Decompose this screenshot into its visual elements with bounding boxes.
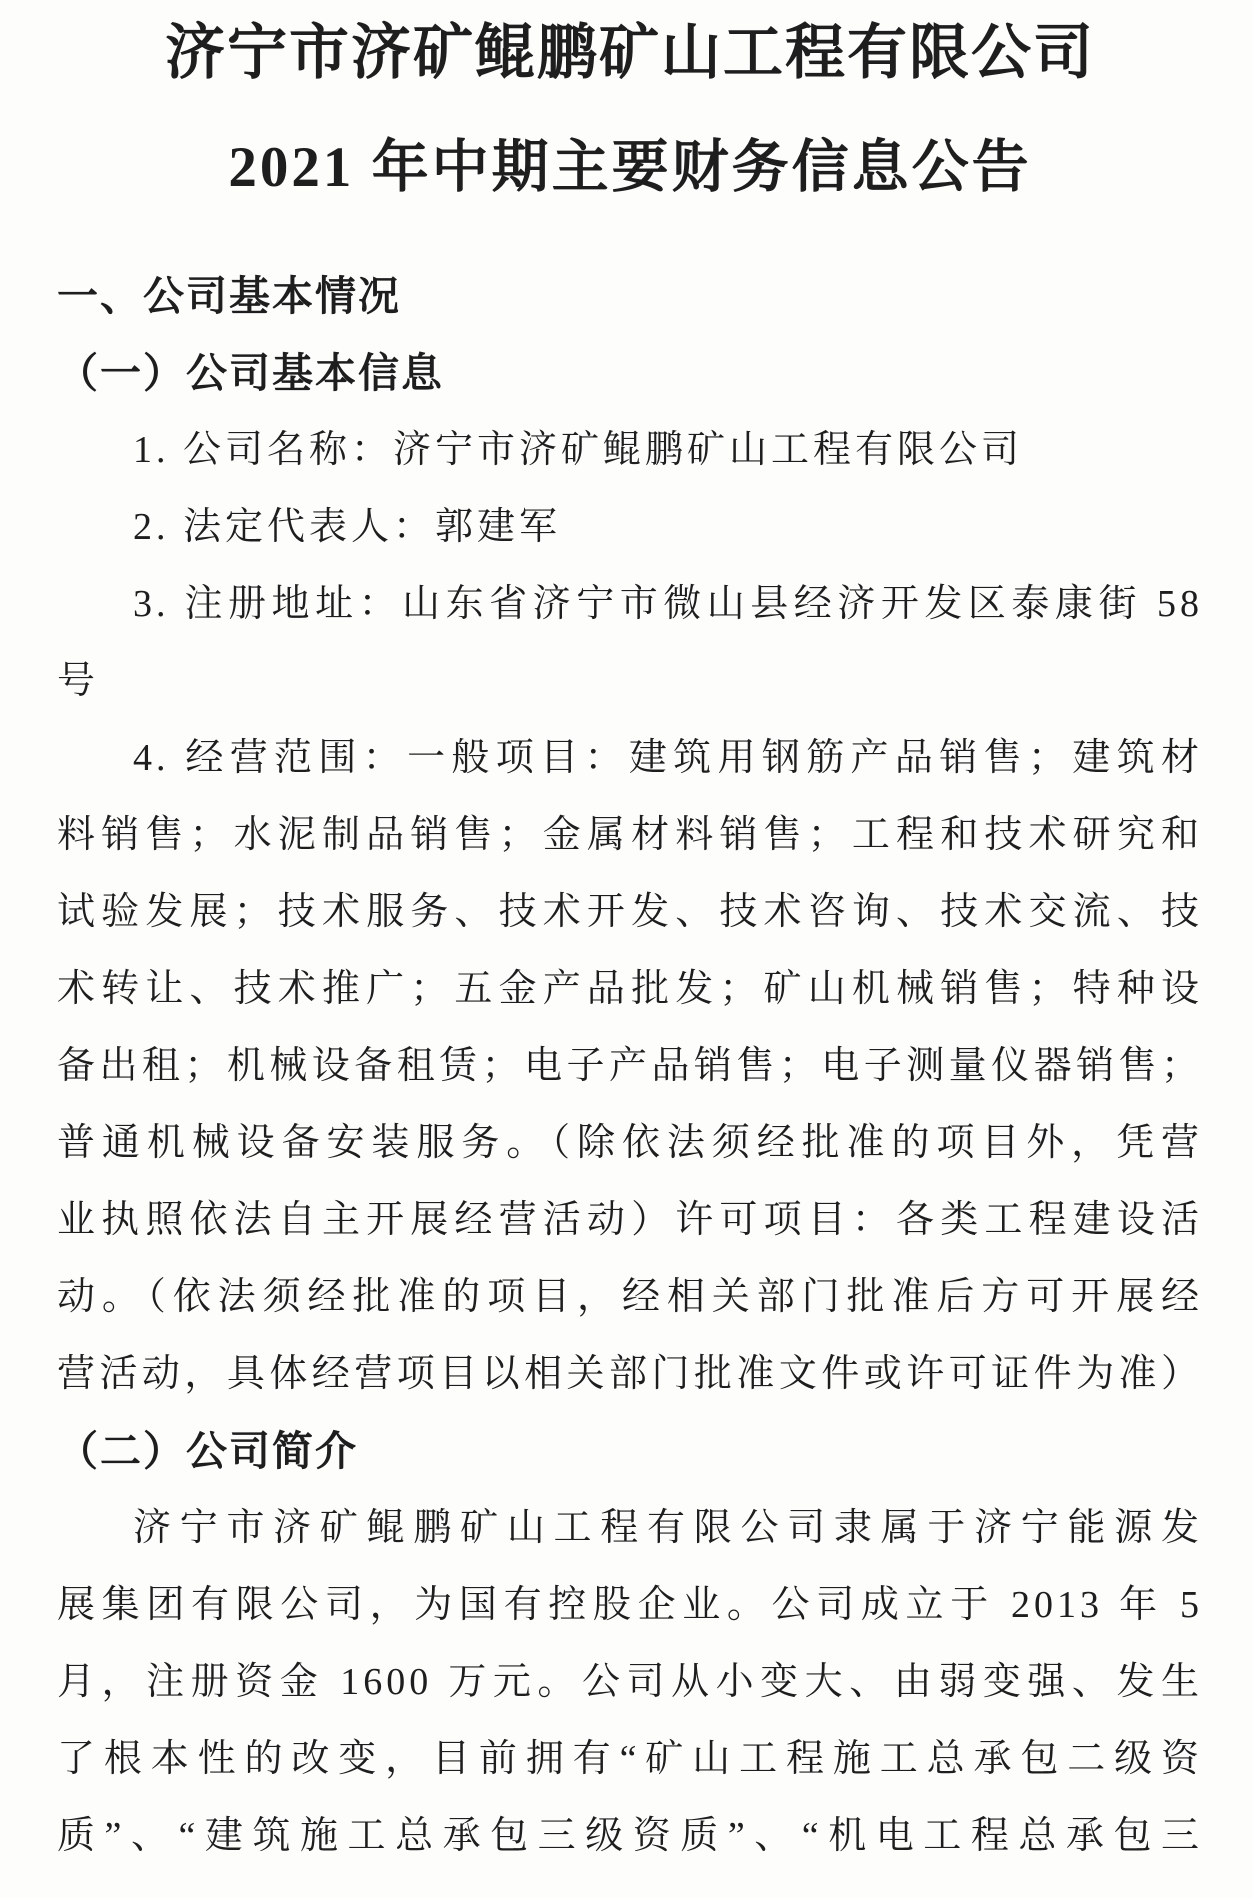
body-text-line: 展集团有限公司，为国有控股企业。公司成立于 2013 年 5 <box>57 1584 1203 1626</box>
body-text-line: 术转让、技术推广；五金产品批发；矿山机械销售；特种设 <box>57 968 1203 1010</box>
body-text-line: 2. 法定代表人：郭建军 <box>133 506 562 548</box>
body-text-line: 济宁市济矿鲲鹏矿山工程有限公司隶属于济宁能源发 <box>133 1507 1203 1549</box>
section-heading: （二）公司简介 <box>57 1428 358 1474</box>
document-subtitle: 2021 年中期主要财务信息公告 <box>228 136 1032 199</box>
body-text-line: 备出租；机械设备租赁；电子产品销售；电子测量仪器销售； <box>57 1045 1203 1087</box>
body-text-line: 4. 经营范围：一般项目：建筑用钢筋产品销售；建筑材 <box>133 737 1203 779</box>
body-text-line: 1. 公司名称：济宁市济矿鲲鹏矿山工程有限公司 <box>133 429 1024 471</box>
body-text-line: 动。（依法须经批准的项目，经相关部门批准后方可开展经 <box>57 1276 1203 1318</box>
body-text-line: 料销售；水泥制品销售；金属材料销售；工程和技术研究和 <box>57 814 1203 856</box>
body-text-line: 营活动，具体经营项目以相关部门批准文件或许可证件为准） <box>57 1353 1203 1395</box>
body-text-line: 试验发展；技术服务、技术开发、技术咨询、技术交流、技 <box>57 891 1203 933</box>
body-text-line: 普通机械设备安装服务。（除依法须经批准的项目外，凭营 <box>57 1122 1203 1164</box>
body-text-line: 了根本性的改变，目前拥有“矿山工程施工总承包二级资 <box>57 1738 1203 1780</box>
body-text-line: 3. 注册地址：山东省济宁市微山县经济开发区泰康街 58 <box>133 583 1203 625</box>
section-heading: 一、公司基本情况 <box>57 273 401 319</box>
body-text-line: 质”、“建筑施工总承包三级资质”、“机电工程总承包三 <box>57 1815 1203 1857</box>
body-text-line: 业执照依法自主开展经营活动）许可项目：各类工程建设活 <box>57 1199 1203 1241</box>
section-heading: （一）公司基本信息 <box>57 350 444 396</box>
body-text-line: 号 <box>57 660 100 702</box>
body-text-line: 月，注册资金 1600 万元。公司从小变大、由弱变强、发生 <box>57 1661 1203 1703</box>
document-body <box>57 258 1203 1875</box>
document-title: 济宁市济矿鲲鹏矿山工程有限公司 <box>165 20 1095 86</box>
